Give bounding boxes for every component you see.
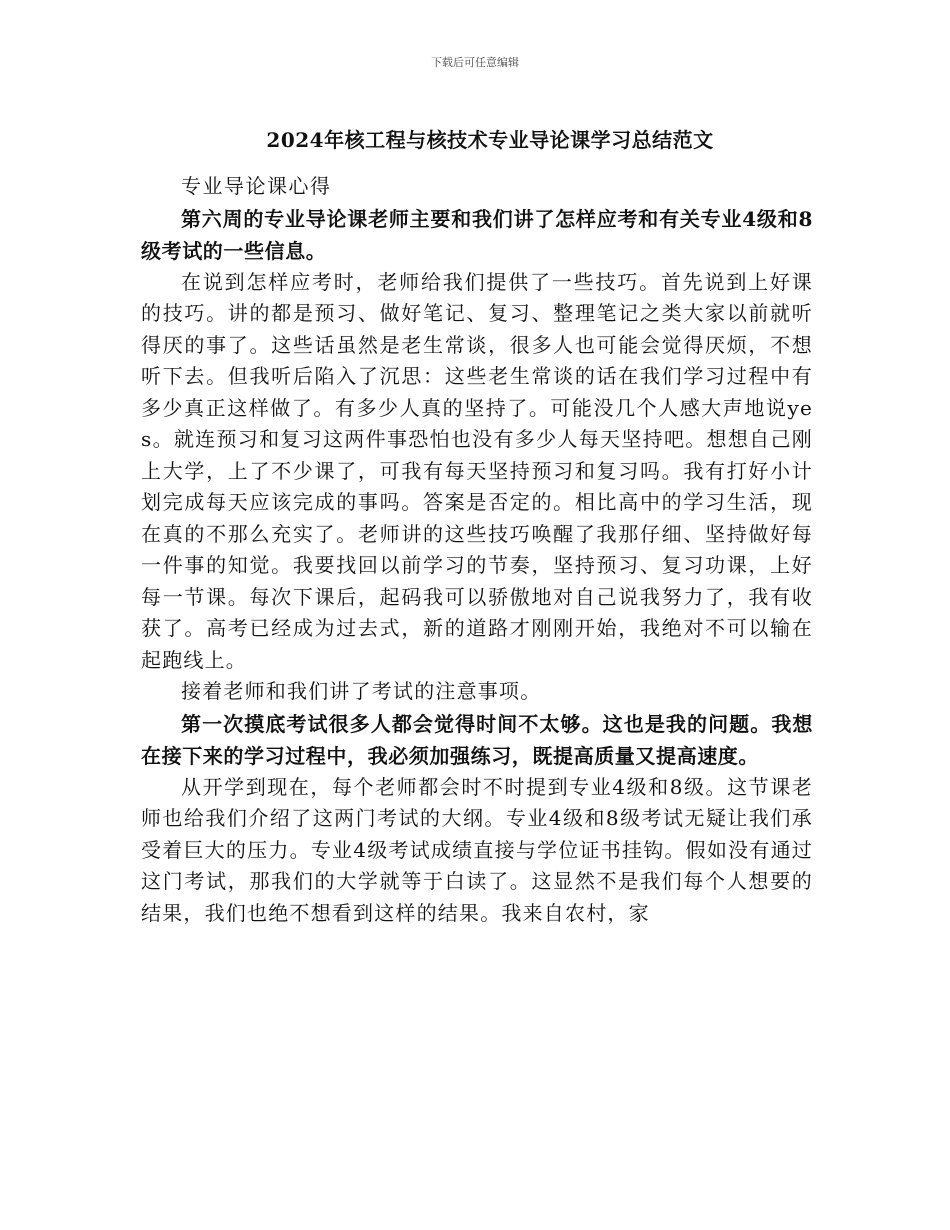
page-header-note: 下载后可任意编辑 <box>431 56 519 69</box>
paragraph-bold: 第一次摸底考试很多人都会觉得时间不太够。这也是我的问题。我想在接下来的学习过程中，我必须加强练习，既提高质量又提高速度。 <box>141 711 813 768</box>
paragraph: 从开学到现在，每个老师都会时不时提到专业4级和8级。这节课老师也给我们介绍了这两门考试的大纲。专业4级和8级考试无疑让我们承受着巨大的压力。专业4级考试成绩直接与学位证书挂钩。假如没有通过这门考试，那我们的大学就等于白读了。这显然不是我们每个人想要的结果，我们也绝不想看到这样的结果。我来自农村，家 <box>141 774 813 925</box>
paragraph-bold-intro: 第六周的专业导论课老师主要和我们讲了怎样应考和有关专业4级和8级考试的一些信息。 <box>141 206 813 263</box>
section-heading: 专业导论课心得 <box>181 174 332 198</box>
document-body <box>141 171 813 929</box>
document-title: 2024年核工程与核技术专业导论课学习总结范文 <box>266 128 714 152</box>
paragraph: 接着老师和我们讲了考试的注意事项。 <box>181 679 542 703</box>
paragraph: 在说到怎样应考时，老师给我们提供了一些技巧。首先说到上好课的技巧。讲的都是预习、做好笔记、复习、整理笔记之类大家以前就听得厌的事了。这些话虽然是老生常谈，很多人也可能会觉得厌烦，不想听下去。但我听后陷入了沉思：这些老生常谈的话在我们学习过程中有多少真正这样做了。有多少人真的坚持了。可能没几个人感大声地说yes。就连预习和复习这两件事恐怕也没有多少人每天坚持吧。想想自己刚上大学，上了不少课了，可我有每天坚持预习和复习吗。我有打好小计划完成每天应该完成的事吗。答案是否定的。相比高中的学习生活，现在真的不那么充实了。老师讲的这些技巧唤醒了我那仔细、坚持做好每一件事的知觉。我要找回以前学习的节奏，坚持预习、复习功课，上好每一节课。每次下课后，起码我可以骄傲地对自己说我努力了，我有收获了。高考已经成为过去式，新的道路才刚刚开始，我绝对不可以输在起跑线上。 <box>141 269 813 672</box>
